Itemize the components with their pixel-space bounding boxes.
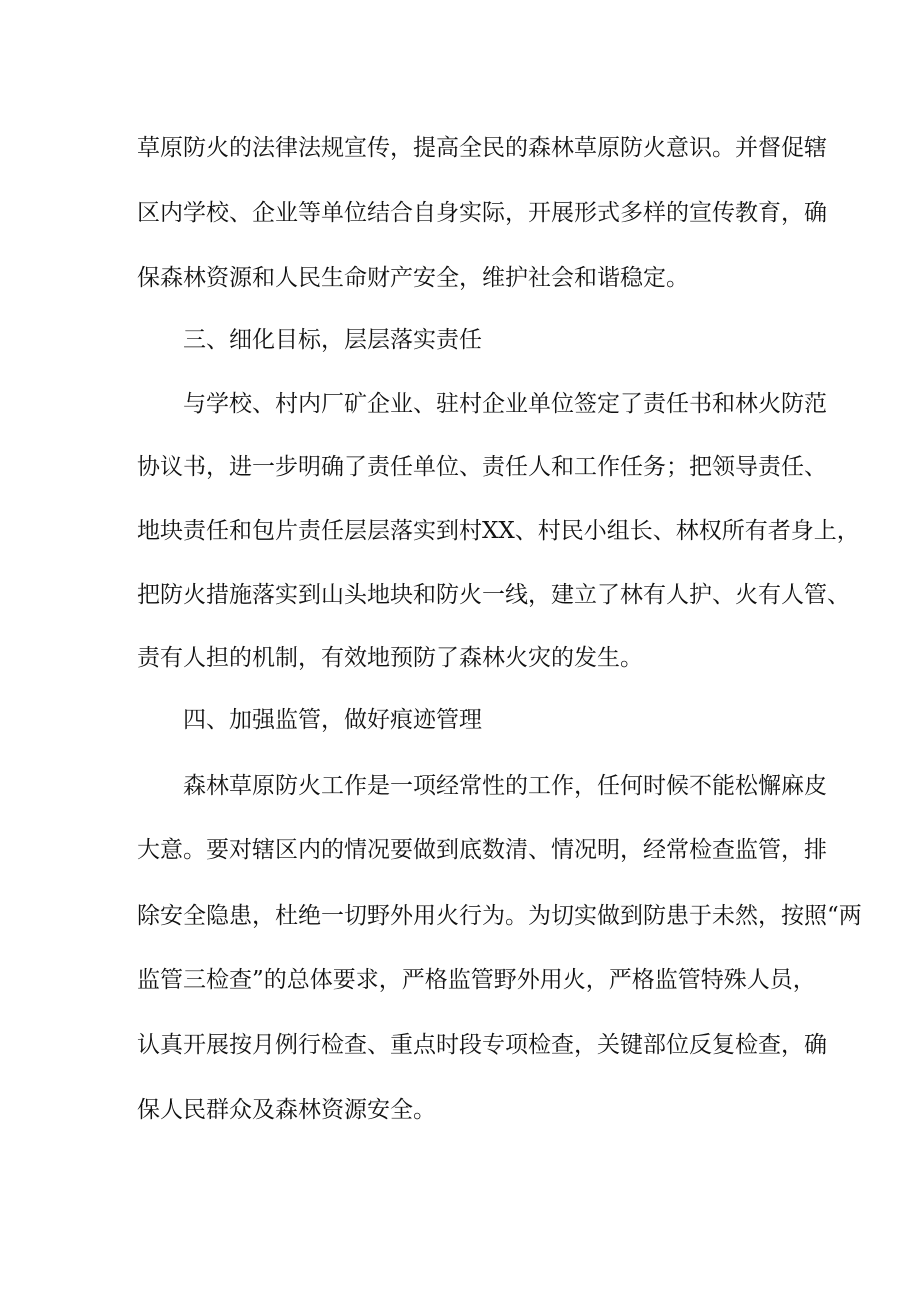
body-text-line: 保人民群众及森林资源安全。 [137,1097,436,1123]
body-text-line: 监管三检查”的总体要求，严格监管野外用火，严格监管特殊人员， [137,967,816,993]
body-text-line: 草原防火的法律法规宣传，提高全民的森林草原防火意识。并督促辖 [137,135,827,161]
body-text-line: 认真开展按月例行检查、重点时段专项检查，关键部位反复检查，确 [137,1032,827,1058]
body-text-line: 除安全隐患，杜绝一切野外用火行为。为切实做到防患于未然，按照“两 [137,903,862,929]
body-text-line: 保森林资源和人民生命财产安全，维护社会和谐稳定。 [137,265,689,291]
body-text-line: 与学校、村内厂矿企业、驻村企业单位签定了责任书和林火防范 [183,391,827,417]
body-text-line: 地块责任和包片责任层层落实到村XX、村民小组长、林权所有者身上， [137,518,860,544]
body-text-line: 大意。要对辖区内的情况要做到底数清、情况明，经常检查监管，排 [137,837,827,863]
body-text-line: 把防火措施落实到山头地块和防火一线，建立了林有人护、火有人管、 [137,582,850,608]
body-text-line: 协议书，进一步明确了责任单位、责任人和工作任务；把领导责任、 [137,454,827,480]
body-text-line: 森林草原防火工作是一项经常性的工作，任何时候不能松懈麻皮 [183,773,827,799]
body-text-line: 责有人担的机制，有效地预防了森林火灾的发生。 [137,645,643,671]
section-heading: 三、细化目标，层层落实责任 [183,327,482,353]
section-heading: 四、加强监管，做好痕迹管理 [183,707,482,733]
body-text-line: 区内学校、企业等单位结合自身实际，开展形式多样的宣传教育，确 [137,200,827,226]
